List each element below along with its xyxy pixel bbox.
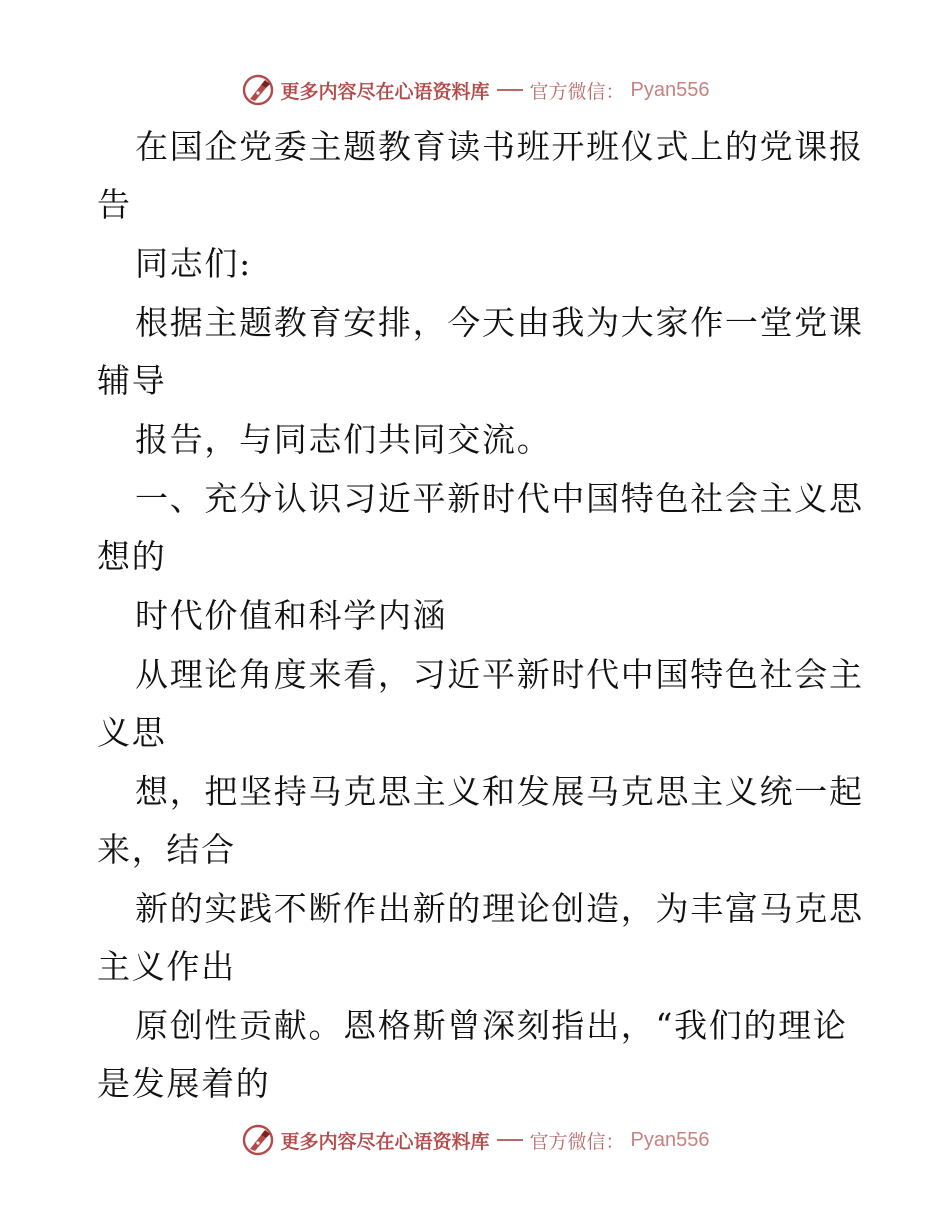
- header-wechat-id: Pyan556: [630, 78, 710, 101]
- paragraph-line: 主义作出: [97, 947, 236, 986]
- paragraph-line: 辅导: [97, 361, 167, 400]
- salutation: 同志们:: [135, 244, 252, 283]
- section-heading-line: 想的: [97, 537, 167, 576]
- header-banner: [0, 70, 950, 110]
- pen-nib-logo-icon: [241, 73, 275, 107]
- section-heading-line: 一、充分认识习近平新时代中国特色社会主义思: [135, 479, 864, 518]
- paragraph-line: 义思: [97, 713, 167, 752]
- header-site-text: 更多内容尽在心语资料库: [280, 80, 490, 103]
- section-heading-line: 时代价值和科学内涵: [135, 596, 448, 635]
- paragraph-line: 报告，与同志们共同交流。: [135, 420, 552, 459]
- paragraph-line: 想，把坚持马克思主义和发展马克思主义统一起: [135, 772, 864, 811]
- paragraph-line: 根据主题教育安排，今天由我为大家作一堂党课: [135, 303, 864, 342]
- paragraph-line: 从理论角度来看，习近平新时代中国特色社会主: [135, 655, 864, 694]
- footer-banner: [0, 1120, 950, 1160]
- paragraph-line: 原创性贡献。恩格斯曾深刻指出，“我们的理论: [135, 1006, 848, 1045]
- footer-wechat-label: 官方微信：: [529, 1130, 625, 1153]
- footer-dash: [497, 1139, 523, 1141]
- paragraph-line: 新的实践不断作出新的理论创造，为丰富马克思: [135, 889, 864, 928]
- document-title-line-1: 在国企党委主题教育读书班开班仪式上的党课报: [135, 127, 864, 166]
- header-dash: [497, 89, 523, 91]
- paragraph-line: 是发展着的: [97, 1064, 271, 1103]
- footer-site-text: 更多内容尽在心语资料库: [280, 1130, 490, 1153]
- footer-wechat-id: Pyan556: [630, 1128, 710, 1151]
- pen-nib-logo-icon: [241, 1123, 275, 1157]
- header-wechat-label: 官方微信：: [529, 80, 625, 103]
- paragraph-line: 来，结合: [97, 830, 236, 869]
- document-title-line-2: 告: [97, 185, 132, 224]
